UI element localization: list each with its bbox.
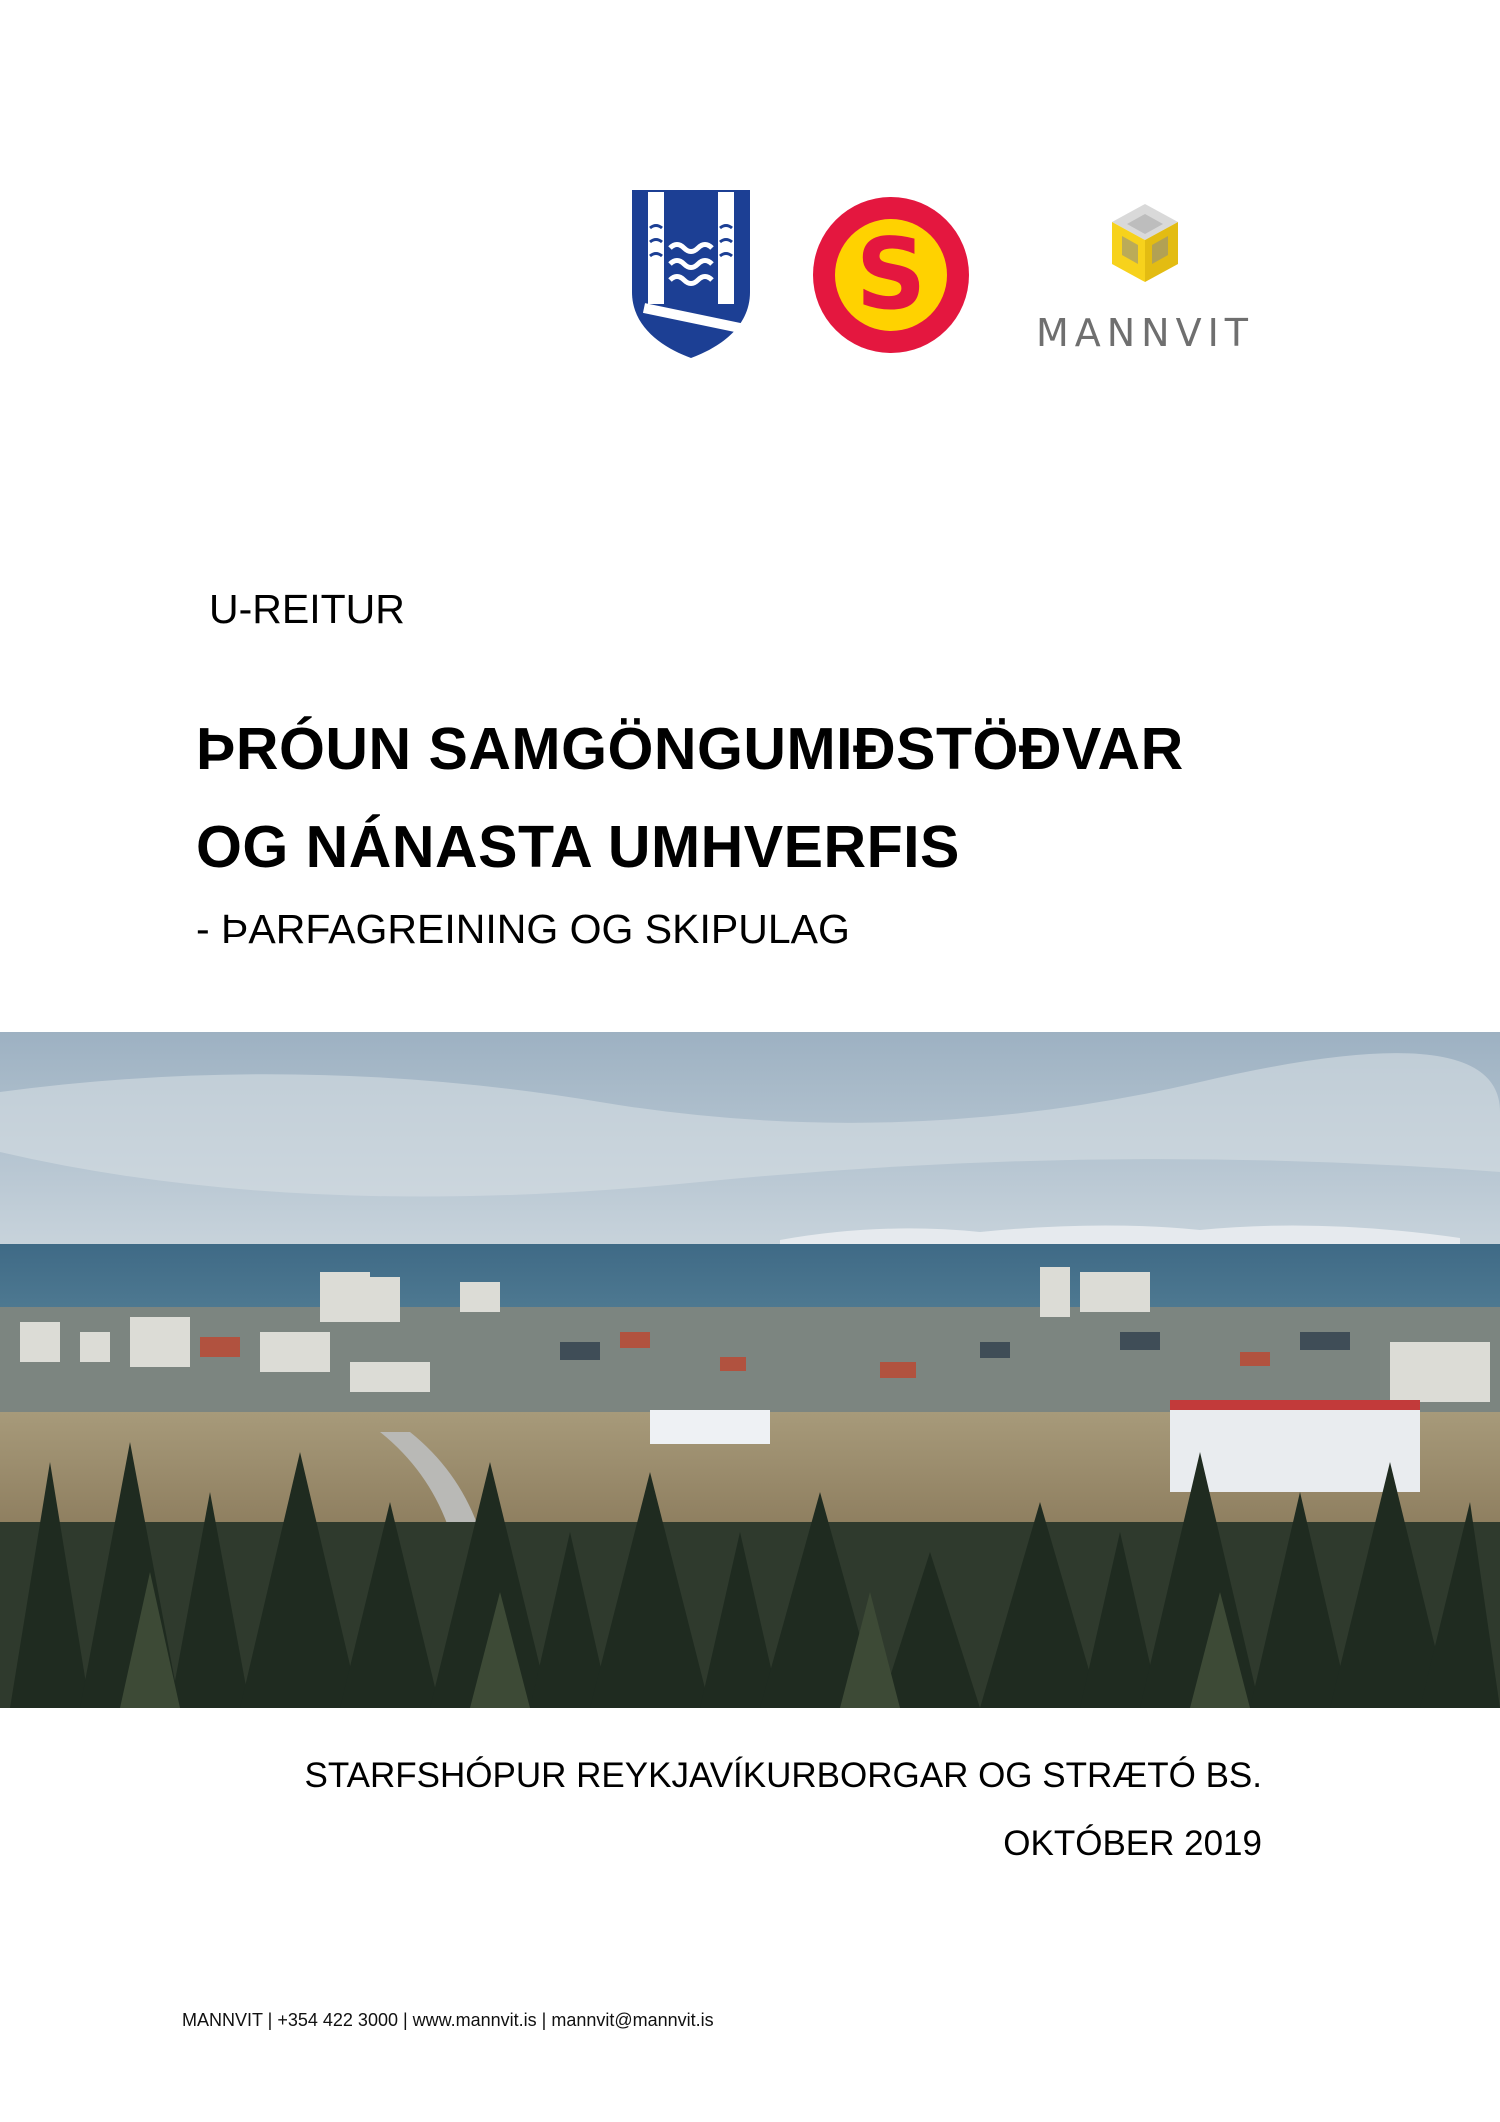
straeto-letter: S — [855, 218, 927, 332]
title-line-1: ÞRÓUN SAMGÖNGUMIÐSTÖÐVAR — [196, 716, 1184, 782]
document-subtitle: - ÞARFAGREINING OG SKIPULAG — [196, 906, 850, 952]
mannvit-logo — [1010, 202, 1280, 355]
title-line-2: OG NÁNASTA UMHVERFIS — [196, 814, 960, 880]
footer-contact: MANNVIT | +354 422 3000 | www.mannvit.is | mannvit@mannvit.is — [182, 2010, 714, 2030]
straeto-logo — [812, 196, 970, 354]
organization: STARFSHÓPUR REYKJAVÍKURBORGAR OG STRÆTÓ BS. — [304, 1756, 1262, 1795]
publication-date: OKTÓBER 2019 — [1003, 1824, 1262, 1863]
mannvit-wordmark: MANNVIT — [1035, 311, 1255, 355]
logo-row — [630, 188, 1270, 368]
reykjavik-logo — [630, 188, 752, 360]
document-title — [196, 700, 1184, 896]
mannvit-cube-icon — [1108, 202, 1182, 284]
document-label: U-REITUR — [209, 586, 405, 632]
cover-photo — [0, 1032, 1500, 1708]
